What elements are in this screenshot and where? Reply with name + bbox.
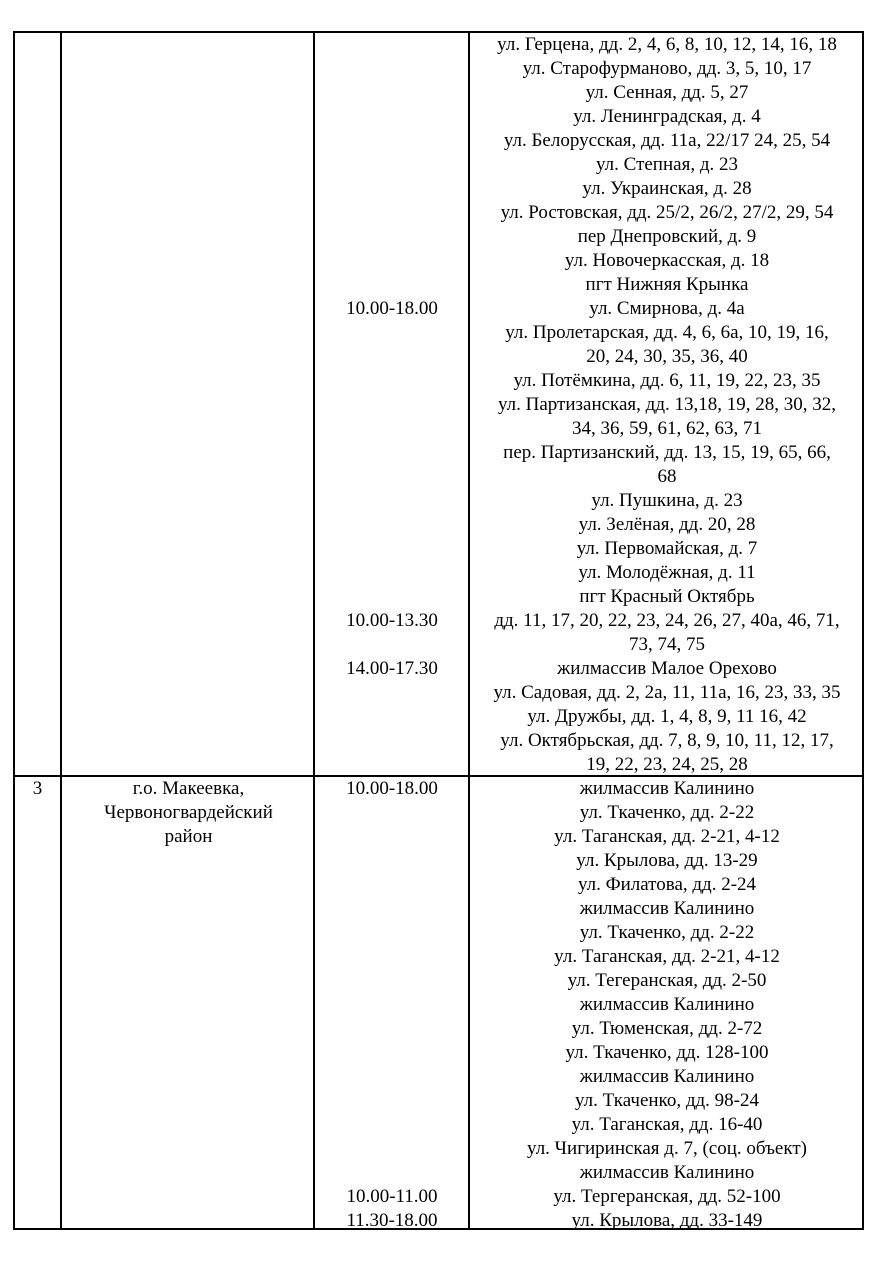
address-line: ул. Смирнова, д. 4а [589, 298, 745, 319]
address-line: 68 [657, 466, 677, 487]
address-line: ул. Тергеранская, дд. 52-100 [553, 1186, 781, 1207]
address-line: ул. Степная, д. 23 [596, 154, 738, 175]
address-line: жилмассив Калинино [579, 898, 755, 919]
address-line: ул. Тегеранская, дд. 2-50 [567, 970, 767, 991]
address-line: пгт Красный Октябрь [579, 586, 755, 607]
address-line: ул. Старофурманово, дд. 3, 5, 10, 17 [522, 58, 812, 79]
time-slot: 10.00-18.00 [346, 298, 438, 319]
address-line: дд. 11, 17, 20, 22, 23, 24, 26, 27, 40а, 46, 71, [494, 610, 840, 631]
address-line: жилмассив Калинино [579, 994, 755, 1015]
time-slot: 14.00-17.30 [346, 658, 438, 679]
address-line: 73, 74, 75 [629, 634, 705, 655]
address-line: ул. Ленинградская, д. 4 [573, 106, 761, 127]
address-line: ул. Крылова, дд. 33-149 [571, 1210, 763, 1231]
address-line: ул. Ткаченко, дд. 2-22 [579, 922, 755, 943]
address-line: пгт Нижняя Крынка [585, 274, 749, 295]
column-divider [60, 33, 62, 1228]
address-line: ул. Филатова, дд. 2-24 [577, 874, 757, 895]
district-line: Червоногвардейский [104, 802, 273, 823]
address-line: ул. Зелёная, дд. 20, 28 [578, 514, 756, 535]
address-line: ул. Крылова, дд. 13-29 [576, 850, 758, 871]
row-number: 3 [32, 778, 43, 799]
address-line: ул. Таганская, дд. 2-21, 4-12 [554, 946, 780, 967]
address-line: ул. Украинская, д. 28 [582, 178, 752, 199]
address-line: ул. Первомайская, д. 7 [576, 538, 758, 559]
address-line: ул. Ткаченко, дд. 128-100 [565, 1042, 769, 1063]
address-line: ул. Ростовская, дд. 25/2, 26/2, 27/2, 29, 54 [500, 202, 834, 223]
address-line: ул. Октябрьская, дд. 7, 8, 9, 10, 11, 12, 17, [500, 730, 834, 751]
address-line: 34, 36, 59, 61, 62, 63, 71 [572, 418, 762, 439]
time-slot: 10.00-18.00 [346, 778, 438, 799]
schedule-table [13, 31, 864, 1230]
address-line: пер. Партизанский, дд. 13, 15, 19, 65, 66, [503, 442, 831, 463]
address-line: 20, 24, 30, 35, 36, 40 [586, 346, 748, 367]
address-line: жилмассив Калинино [579, 778, 755, 799]
address-line: ул. Пушкина, д. 23 [591, 490, 743, 511]
address-line: ул. Белорусская, дд. 11а, 22/17 24, 25, 54 [503, 130, 831, 151]
address-line: ул. Таганская, дд. 2-21, 4-12 [554, 826, 780, 847]
address-line: ул. Дружбы, дд. 1, 4, 8, 9, 11 16, 42 [527, 706, 807, 727]
address-line: ул. Новочеркасская, д. 18 [564, 250, 770, 271]
district-line: район [164, 826, 213, 847]
address-line: ул. Ткаченко, дд. 2-22 [579, 802, 755, 823]
address-line: ул. Сенная, дд. 5, 27 [585, 82, 749, 103]
time-slot: 10.00-11.00 [346, 1186, 438, 1207]
address-line: ул. Чигиринская д. 7, (соц. объект) [527, 1138, 807, 1159]
address-line: ул. Партизанская, дд. 13,18, 19, 28, 30, 32, [497, 394, 836, 415]
address-line: жилмассив Калинино [579, 1066, 755, 1087]
address-line: жилмассив Малое Орехово [557, 658, 777, 679]
time-slot: 11.30-18.00 [346, 1210, 438, 1231]
time-slot: 10.00-13.30 [346, 610, 438, 631]
address-line: 19, 22, 23, 24, 25, 28 [586, 754, 748, 775]
address-line: ул. Садовая, дд. 2, 2а, 11, 11а, 16, 23, 33, 35 [493, 682, 841, 703]
address-line: ул. Пролетарская, дд. 4, 6, 6а, 10, 19, 16, [505, 322, 829, 343]
address-line: ул. Тюменская, дд. 2-72 [571, 1018, 763, 1039]
address-line: пер Днепровский, д. 9 [577, 226, 757, 247]
address-line: жилмассив Калинино [579, 1162, 755, 1183]
address-line: ул. Ткаченко, дд. 98-24 [575, 1090, 759, 1111]
address-line: ул. Таганская, дд. 16-40 [571, 1114, 763, 1135]
district-line: г.о. Макеевка, [132, 778, 245, 799]
address-line: ул. Потёмкина, дд. 6, 11, 19, 22, 23, 35 [513, 370, 821, 391]
address-line: ул. Герцена, дд. 2, 4, 6, 8, 10, 12, 14, 16, 18 [497, 34, 837, 55]
address-line: ул. Молодёжная, д. 11 [578, 562, 756, 583]
